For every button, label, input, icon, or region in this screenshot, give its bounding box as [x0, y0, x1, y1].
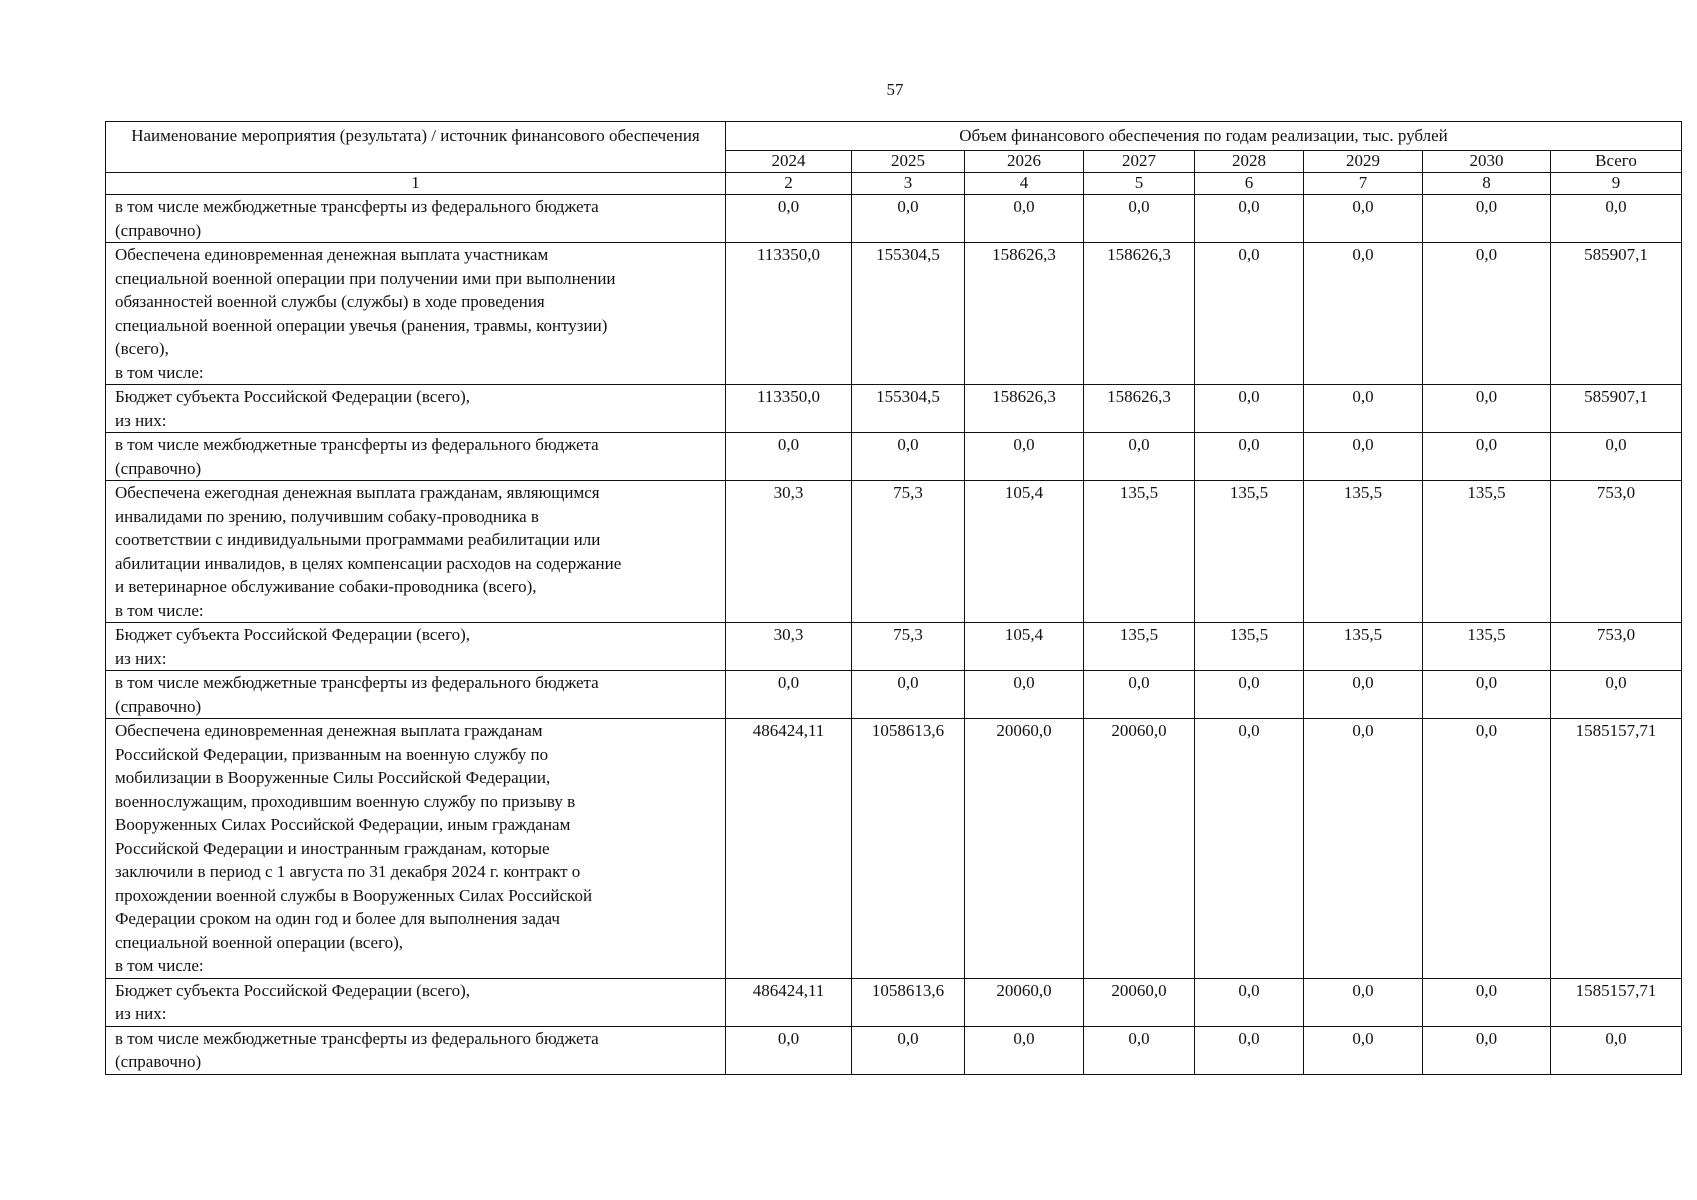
year-header: 2029 [1304, 151, 1423, 173]
row-year-value: 0,0 [965, 433, 1084, 481]
year-header: 2026 [965, 151, 1084, 173]
row-name-line: из них: [115, 648, 167, 668]
row-year-value: 0,0 [1304, 385, 1423, 433]
row-name-line: (справочно) [115, 1052, 202, 1071]
row-total-value: 0,0 [1551, 1026, 1682, 1074]
row-year-value: 75,3 [852, 481, 965, 623]
year-header: 2024 [726, 151, 852, 173]
table-row [106, 978, 1682, 1026]
row-name-line: в том числе: [115, 600, 204, 620]
row-year-value: 486424,11 [726, 719, 852, 979]
row-name-line: соответствии с индивидуальными программами реабилитации или [115, 530, 601, 549]
row-year-value: 113350,0 [726, 385, 852, 433]
column-number: 9 [1551, 173, 1682, 195]
row-year-value: 135,5 [1304, 623, 1423, 671]
row-year-value: 0,0 [965, 671, 1084, 719]
row-name [106, 978, 726, 1026]
row-name-line: в том числе: [115, 956, 204, 975]
row-year-value: 20060,0 [1084, 978, 1195, 1026]
row-total-value: 585907,1 [1551, 385, 1682, 433]
row-year-value: 20060,0 [965, 719, 1084, 979]
year-header: 2025 [852, 151, 965, 173]
row-total-value: 0,0 [1551, 433, 1682, 481]
row-year-value: 0,0 [965, 1026, 1084, 1074]
row-year-value: 0,0 [1423, 243, 1551, 385]
row-total-value: 0,0 [1551, 195, 1682, 243]
row-year-value: 113350,0 [726, 243, 852, 385]
row-name-line: (справочно) [115, 696, 202, 716]
row-name [106, 433, 726, 481]
row-name-line: специальной военной операции при получении ими при выполнении [115, 268, 616, 288]
row-year-value: 30,3 [726, 481, 852, 623]
volume-group-header: Объем финансового обеспечения по годам реализации, тыс. рублей [726, 122, 1682, 151]
row-name-line: из них: [115, 410, 167, 430]
row-name-line: из них: [115, 1004, 167, 1023]
row-name [106, 623, 726, 671]
row-name-line: (всего), [115, 339, 169, 358]
row-name-line: Бюджет субъекта Российской Федерации (всего), [115, 387, 471, 406]
row-year-value: 0,0 [1304, 719, 1423, 979]
column-number: 4 [965, 173, 1084, 195]
row-name [106, 243, 726, 385]
table-row [106, 719, 1682, 979]
row-year-value: 158626,3 [965, 385, 1084, 433]
row-total-value: 0,0 [1551, 671, 1682, 719]
row-year-value: 155304,5 [852, 385, 965, 433]
row-year-value: 0,0 [1195, 719, 1304, 979]
column-number-row [106, 173, 1682, 195]
row-name-line: Обеспечена единовременная денежная выплата участникам [115, 245, 549, 264]
row-year-value: 0,0 [1423, 195, 1551, 243]
row-year-value: 0,0 [1195, 195, 1304, 243]
row-name [106, 719, 726, 979]
page-number: 57 [886, 80, 904, 99]
row-name [106, 671, 726, 719]
row-year-value: 0,0 [1195, 433, 1304, 481]
row-year-value: 158626,3 [1084, 385, 1195, 433]
row-year-value: 0,0 [1195, 978, 1304, 1026]
row-name-line: в том числе: [115, 362, 204, 382]
row-total-value: 1585157,71 [1551, 719, 1682, 979]
row-year-value: 0,0 [965, 195, 1084, 243]
row-year-value: 0,0 [1195, 243, 1304, 385]
row-name-line: в том числе межбюджетные трансферты из федерального бюджета [115, 1028, 599, 1048]
row-year-value: 135,5 [1304, 481, 1423, 623]
row-name-line: в том числе межбюджетные трансферты из федерального бюджета [115, 197, 599, 216]
year-header: 2030 [1423, 151, 1551, 173]
row-year-value: 0,0 [1084, 671, 1195, 719]
year-header: 2027 [1084, 151, 1195, 173]
row-year-value: 1058613,6 [852, 978, 965, 1026]
row-name [106, 385, 726, 433]
column-number: 5 [1084, 173, 1195, 195]
table-row [106, 1026, 1682, 1074]
row-year-value: 0,0 [1084, 195, 1195, 243]
table-row [106, 481, 1682, 623]
row-year-value: 0,0 [726, 671, 852, 719]
row-name-line: (справочно) [115, 458, 202, 478]
column-number: 7 [1304, 173, 1423, 195]
row-total-value: 753,0 [1551, 481, 1682, 623]
row-name-line: специальной военной операции (всего), [115, 932, 404, 952]
row-year-value: 0,0 [1304, 978, 1423, 1026]
row-name-line: Обеспечена ежегодная денежная выплата гражданам, являющимся [115, 483, 600, 502]
row-name-line: обязанностей военной службы (службы) в ходе проведения [115, 292, 545, 311]
row-name-line: Российской Федерации, призванным на военную службу по [115, 744, 549, 764]
row-name-line: (справочно) [115, 220, 202, 240]
row-year-value: 486424,11 [726, 978, 852, 1026]
row-year-value: 0,0 [1423, 1026, 1551, 1074]
row-name [106, 195, 726, 243]
row-year-value: 0,0 [1423, 385, 1551, 433]
row-name-line: Обеспечена единовременная денежная выплата гражданам [115, 721, 543, 740]
row-name-line: Бюджет субъекта Российской Федерации (всего), [115, 980, 471, 1000]
row-year-value: 135,5 [1423, 481, 1551, 623]
row-total-value: 585907,1 [1551, 243, 1682, 385]
row-year-value: 0,0 [1423, 978, 1551, 1026]
row-year-value: 0,0 [1304, 243, 1423, 385]
row-year-value: 20060,0 [1084, 719, 1195, 979]
column-number: 2 [726, 173, 852, 195]
row-year-value: 155304,5 [852, 243, 965, 385]
row-total-value: 1585157,71 [1551, 978, 1682, 1026]
row-name-line: и ветеринарное обслуживание собаки-проводника (всего), [115, 577, 537, 596]
row-year-value: 0,0 [1304, 671, 1423, 719]
row-year-value: 135,5 [1195, 481, 1304, 623]
row-year-value: 0,0 [852, 433, 965, 481]
row-year-value: 0,0 [1304, 1026, 1423, 1074]
row-year-value: 0,0 [852, 671, 965, 719]
row-name [106, 1026, 726, 1074]
row-total-value: 753,0 [1551, 623, 1682, 671]
row-name-line: абилитации инвалидов, в целях компенсации расходов на содержание [115, 553, 622, 573]
row-year-value: 0,0 [1423, 671, 1551, 719]
row-year-value: 0,0 [726, 433, 852, 481]
row-year-value: 0,0 [1304, 195, 1423, 243]
row-name-line: мобилизации в Вооруженные Силы Российской Федерации, [115, 768, 551, 787]
row-name-line: в том числе межбюджетные трансферты из федерального бюджета [115, 435, 599, 454]
row-year-value: 158626,3 [965, 243, 1084, 385]
column-number: 3 [852, 173, 965, 195]
row-year-value: 0,0 [852, 1026, 965, 1074]
row-year-value: 158626,3 [1084, 243, 1195, 385]
table-row [106, 623, 1682, 671]
row-year-value: 0,0 [1195, 671, 1304, 719]
row-year-value: 105,4 [965, 623, 1084, 671]
row-year-value: 0,0 [1084, 1026, 1195, 1074]
year-header: 2028 [1195, 151, 1304, 173]
row-year-value: 0,0 [1084, 433, 1195, 481]
row-name-line: Вооруженных Силах Российской Федерации, иным гражданам [115, 815, 571, 834]
row-year-value: 135,5 [1084, 623, 1195, 671]
column-number: 6 [1195, 173, 1304, 195]
row-year-value: 0,0 [1304, 433, 1423, 481]
row-year-value: 0,0 [852, 195, 965, 243]
row-year-value: 1058613,6 [852, 719, 965, 979]
row-name-line: в том числе межбюджетные трансферты из федерального бюджета [115, 673, 599, 692]
row-name-line: специальной военной операции увечья (ранения, травмы, контузии) [115, 315, 608, 335]
total-header: Всего [1551, 151, 1682, 173]
table-row [106, 195, 1682, 243]
row-year-value: 135,5 [1084, 481, 1195, 623]
row-year-value: 135,5 [1195, 623, 1304, 671]
row-name [106, 481, 726, 623]
name-column-header: Наименование мероприятия (результата) / источник финансового обеспечения [106, 122, 726, 173]
row-name-line: Бюджет субъекта Российской Федерации (всего), [115, 625, 471, 644]
table-row [106, 243, 1682, 385]
row-year-value: 0,0 [1195, 1026, 1304, 1074]
row-year-value: 0,0 [1423, 433, 1551, 481]
row-name-line: Российской Федерации и иностранным гражданам, которые [115, 838, 550, 858]
row-year-value: 75,3 [852, 623, 965, 671]
row-year-value: 20060,0 [965, 978, 1084, 1026]
row-name-line: заключили в период с 1 августа по 31 декабря 2024 г. контракт о [115, 862, 581, 881]
row-name-line: прохождении военной службы в Вооруженных Силах Российской [115, 885, 593, 905]
row-year-value: 0,0 [726, 195, 852, 243]
row-year-value: 0,0 [726, 1026, 852, 1074]
table-row [106, 385, 1682, 433]
row-name-line: инвалидами по зрению, получившим собаку-проводника в [115, 506, 539, 526]
row-year-value: 105,4 [965, 481, 1084, 623]
table-row [106, 433, 1682, 481]
row-year-value: 135,5 [1423, 623, 1551, 671]
column-number: 8 [1423, 173, 1551, 195]
row-year-value: 0,0 [1423, 719, 1551, 979]
row-year-value: 30,3 [726, 623, 852, 671]
row-year-value: 0,0 [1195, 385, 1304, 433]
table-row [106, 671, 1682, 719]
table-body [106, 195, 1682, 1075]
row-name-line: военнослужащим, проходившим военную службу по призыву в [115, 791, 576, 811]
financing-table [105, 121, 1682, 1075]
column-number: 1 [106, 173, 726, 195]
table-header [106, 122, 1682, 195]
row-name-line: Федерации сроком на один год и более для выполнения задач [115, 909, 560, 928]
